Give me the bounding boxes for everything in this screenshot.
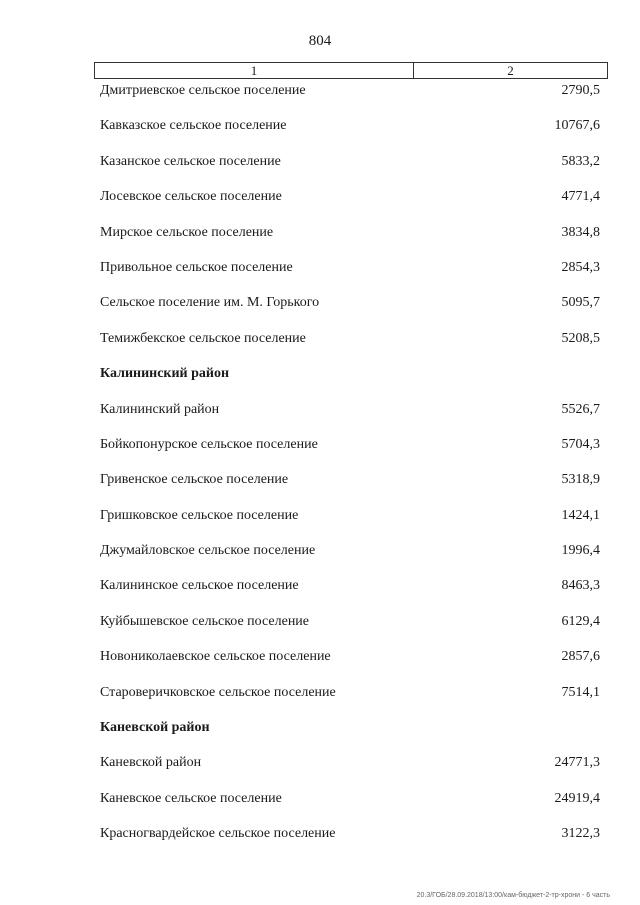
page-number: 804 bbox=[308, 33, 332, 49]
row-value: 2854,3 bbox=[561, 259, 600, 275]
table-row bbox=[0, 577, 640, 612]
row-name: Лосевское сельское поселение bbox=[100, 189, 282, 205]
section-heading: Калининский район bbox=[100, 366, 230, 382]
table-row bbox=[0, 259, 640, 294]
table-header bbox=[94, 62, 608, 79]
row-value: 4771,4 bbox=[561, 189, 600, 205]
table-row bbox=[0, 153, 640, 188]
row-value: 1424,1 bbox=[561, 507, 600, 523]
table-row bbox=[0, 790, 640, 825]
table-row bbox=[0, 684, 640, 719]
row-name: Гривенское сельское поселение bbox=[100, 472, 289, 488]
table-row bbox=[0, 224, 640, 259]
row-name: Каневское сельское поселение bbox=[100, 790, 282, 806]
row-value: 5318,9 bbox=[561, 472, 600, 488]
row-name: Калининское сельское поселение bbox=[100, 578, 299, 594]
table-row bbox=[0, 401, 640, 436]
table-body bbox=[0, 82, 640, 861]
row-name: Красногвардейское сельское поселение bbox=[100, 826, 336, 842]
row-value: 5208,5 bbox=[561, 330, 600, 346]
header-col-1: 1 bbox=[95, 63, 414, 78]
row-name: Темижбекское сельское поселение bbox=[100, 330, 306, 346]
row-name: Куйбышевское сельское поселение bbox=[100, 613, 310, 629]
header-col-2: 2 bbox=[507, 63, 514, 78]
row-value: 5833,2 bbox=[561, 153, 600, 169]
row-name: Староверичковское сельское поселение bbox=[100, 684, 336, 700]
row-name: Кавказское сельское поселение bbox=[100, 118, 287, 134]
row-value: 5526,7 bbox=[561, 401, 600, 417]
row-name: Сельское поселение им. М. Горького bbox=[100, 295, 320, 311]
table-row bbox=[0, 542, 640, 577]
row-value: 6129,4 bbox=[561, 613, 600, 629]
row-value: 5704,3 bbox=[561, 436, 600, 452]
table-row bbox=[0, 825, 640, 860]
section-heading-row bbox=[0, 365, 640, 400]
row-name: Привольное сельское поселение bbox=[100, 259, 293, 275]
table-row bbox=[0, 507, 640, 542]
row-value: 3122,3 bbox=[561, 826, 600, 842]
table-row bbox=[0, 294, 640, 329]
row-value: 8463,3 bbox=[561, 578, 600, 594]
row-value: 1996,4 bbox=[561, 543, 600, 559]
table-row bbox=[0, 613, 640, 648]
row-name: Каневской район bbox=[100, 755, 202, 771]
row-value: 3834,8 bbox=[561, 224, 600, 240]
row-value: 2857,6 bbox=[561, 649, 600, 665]
row-name: Новониколаевское сельское поселение bbox=[100, 649, 331, 665]
section-heading-row bbox=[0, 719, 640, 754]
row-name: Гришковское сельское поселение bbox=[100, 507, 299, 523]
row-value: 2790,5 bbox=[561, 83, 600, 98]
row-name: Калининский район bbox=[100, 401, 220, 417]
table-row bbox=[0, 188, 640, 223]
row-name: Мирское сельское поселение bbox=[100, 224, 274, 240]
row-name: Джумайловское сельское поселение bbox=[100, 543, 316, 559]
row-name: Казанское сельское поселение bbox=[100, 153, 281, 169]
table-row bbox=[0, 648, 640, 683]
row-value: 24919,4 bbox=[554, 790, 600, 806]
row-name: Бойкопонурское сельское поселение bbox=[100, 436, 318, 452]
table-row bbox=[0, 82, 640, 117]
table-row bbox=[0, 436, 640, 471]
table-row bbox=[0, 754, 640, 789]
row-value: 24771,3 bbox=[554, 755, 600, 771]
row-name: Дмитриевское сельское поселение bbox=[100, 83, 306, 98]
section-heading: Каневской район bbox=[100, 720, 210, 736]
table-row bbox=[0, 330, 640, 365]
table-row bbox=[0, 117, 640, 152]
row-value: 5095,7 bbox=[561, 295, 600, 311]
footer-note: 20.3/ГОБ/28.09.2018/13:00/кам-бюджет-2-тр-хрони - 6 часть bbox=[416, 892, 610, 899]
table-row bbox=[0, 471, 640, 506]
row-value: 7514,1 bbox=[561, 684, 600, 700]
row-value: 10767,6 bbox=[554, 118, 600, 134]
